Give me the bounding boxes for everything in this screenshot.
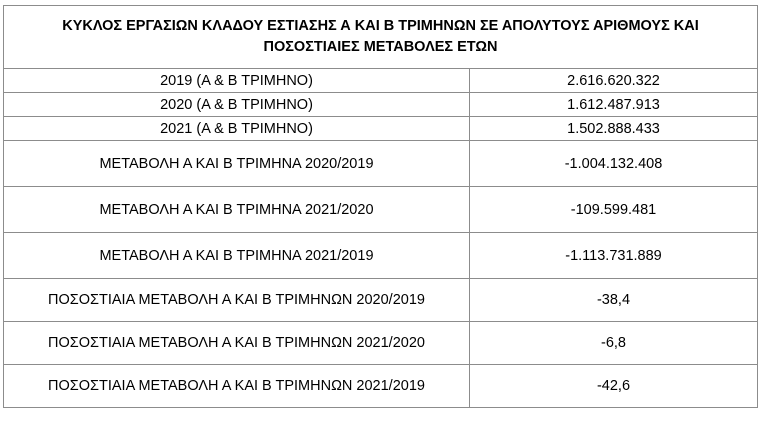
row-value: -1.004.132.408 bbox=[470, 141, 758, 187]
row-label: ΜΕΤΑΒΟΛΗ Α ΚΑΙ Β ΤΡΙΜΗΝΑ 2021/2020 bbox=[4, 187, 470, 233]
row-label: ΜΕΤΑΒΟΛΗ Α ΚΑΙ Β ΤΡΙΜΗΝΑ 2020/2019 bbox=[4, 141, 470, 187]
table-row bbox=[4, 322, 758, 365]
row-label: ΠΟΣΟΣΤΙΑΙΑ ΜΕΤΑΒΟΛΗ Α ΚΑΙ Β ΤΡΙΜΗΝΩΝ 2021/2020 bbox=[4, 322, 470, 365]
table-title-line-1: ΚΥΚΛΟΣ ΕΡΓΑΣΙΩΝ ΚΛΑΔΟΥ ΕΣΤΙΑΣΗΣ Α ΚΑΙ Β ΤΡΙΜΗΝΩΝ ΣΕ ΑΠΟΛΥΤΟΥΣ ΑΡΙΘΜΟΥΣ ΚΑΙ bbox=[62, 18, 699, 34]
table-row bbox=[4, 187, 758, 233]
table-title bbox=[4, 6, 758, 69]
row-label: ΠΟΣΟΣΤΙΑΙΑ ΜΕΤΑΒΟΛΗ Α ΚΑΙ Β ΤΡΙΜΗΝΩΝ 2021/2019 bbox=[4, 365, 470, 408]
row-value: -109.599.481 bbox=[470, 187, 758, 233]
row-value: -38,4 bbox=[470, 279, 758, 322]
row-value: 1.502.888.433 bbox=[470, 117, 758, 141]
table-row bbox=[4, 365, 758, 408]
turnover-table bbox=[3, 5, 758, 408]
row-value: -6,8 bbox=[470, 322, 758, 365]
table-row bbox=[4, 141, 758, 187]
table-row bbox=[4, 93, 758, 117]
row-value: 2.616.620.322 bbox=[470, 69, 758, 93]
table-title-row bbox=[4, 6, 758, 69]
row-label: 2021 (Α & Β ΤΡΙΜΗΝΟ) bbox=[4, 117, 470, 141]
table-row bbox=[4, 279, 758, 322]
row-value: 1.612.487.913 bbox=[470, 93, 758, 117]
row-label: 2020 (Α & Β ΤΡΙΜΗΝΟ) bbox=[4, 93, 470, 117]
table-title-line-2: ΠΟΣΟΣΤΙΑΙΕΣ ΜΕΤΑΒΟΛΕΣ ΕΤΩΝ bbox=[263, 39, 498, 55]
table-row bbox=[4, 233, 758, 279]
row-label: ΠΟΣΟΣΤΙΑΙΑ ΜΕΤΑΒΟΛΗ Α ΚΑΙ Β ΤΡΙΜΗΝΩΝ 2020/2019 bbox=[4, 279, 470, 322]
table-row bbox=[4, 69, 758, 93]
table-row bbox=[4, 117, 758, 141]
row-label: ΜΕΤΑΒΟΛΗ Α ΚΑΙ Β ΤΡΙΜΗΝΑ 2021/2019 bbox=[4, 233, 470, 279]
row-label: 2019 (Α & Β ΤΡΙΜΗΝΟ) bbox=[4, 69, 470, 93]
row-value: -1.113.731.889 bbox=[470, 233, 758, 279]
row-value: -42,6 bbox=[470, 365, 758, 408]
